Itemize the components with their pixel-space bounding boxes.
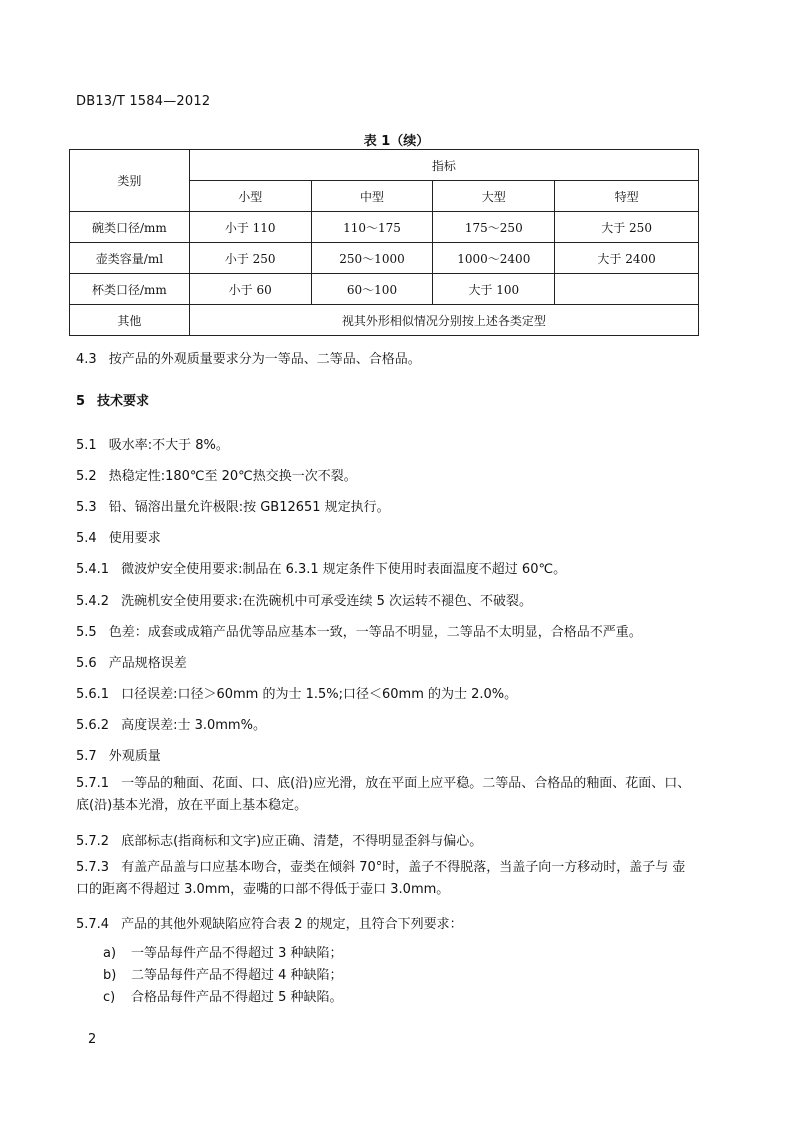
list-text: 合格品每件产品不得超过 5 种缺陷。 (131, 990, 343, 1005)
clause-5-7-3 (76, 857, 696, 901)
clause-text: 产品规格误差 (108, 656, 187, 671)
page-number: 2 (88, 1032, 97, 1047)
clause-5-4-2 (76, 590, 532, 609)
clause-text: 铅、镉溶出量允许极限:按 GB12651 规定执行。 (108, 500, 390, 515)
table-cell: 250～1000 (311, 243, 433, 274)
row-label: 杯类口径/mm (70, 274, 190, 305)
clause-number: 5.3 (76, 500, 97, 515)
header-category: 类别 (70, 150, 190, 212)
clause-text: 外观质量 (108, 749, 161, 764)
clause-5-4-1 (76, 558, 566, 577)
clause-text: 吸水率:不大于 8%。 (108, 438, 229, 453)
table-header-row (70, 150, 699, 181)
list-label: c) (103, 990, 116, 1005)
clause-number: 5.1 (76, 438, 97, 453)
row-label: 其他 (70, 305, 190, 336)
clause-text: 产品的其他外观缺陷应符合表 2 的规定，且符合下列要求： (121, 917, 463, 932)
clause-5-3 (76, 496, 390, 515)
clause-5-4 (76, 527, 161, 546)
clause-number: 4.3 (76, 352, 97, 367)
list-item (103, 942, 343, 961)
clause-number: 5.6.1 (76, 687, 110, 702)
list-text: 一等品每件产品不得超过 3 种缺陷； (131, 946, 343, 961)
doc-code-header: DB13/T 1584—2012 (76, 94, 211, 109)
table-cell: 60～100 (311, 274, 433, 305)
table-cell: 175～250 (433, 212, 555, 243)
clause-number: 5.7.1 (76, 776, 110, 791)
clause-number: 5.6.2 (76, 718, 110, 733)
clause-text: 洗碗机安全使用要求:在洗碗机中可承受连续 5 次运转不褪色、不破裂。 (121, 594, 532, 609)
clause-text: 使用要求 (108, 531, 161, 546)
table-row (70, 243, 699, 274)
table-row (70, 274, 699, 305)
table-cell: 1000～2400 (433, 243, 555, 274)
table-row (70, 305, 699, 336)
table-cell: 小于 110 (189, 212, 311, 243)
list-item (103, 964, 343, 983)
clause-number: 5.4.2 (76, 594, 110, 609)
table-cell: 大于 250 (555, 212, 699, 243)
table-cell: 大于 100 (433, 274, 555, 305)
clause-text: 微波炉安全使用要求:制品在 6.3.1 规定条件下使用时表面温度不超过 60℃。 (121, 562, 567, 577)
list-label: a) (103, 946, 117, 961)
clause-text: 一等品的釉面、花面、口、底(沿)应光滑，放在平面上应平稳。二等品、合格品的釉面、花面、口、底(沿)基本光滑，放在平面上基本稳定。 (76, 776, 691, 813)
clause-5-7-4 (76, 913, 463, 932)
table-cell: 视其外形相似情况分别按上述各类定型 (189, 305, 698, 336)
header-index: 指标 (189, 150, 698, 181)
list-text: 二等品每件产品不得超过 4 种缺陷； (131, 968, 343, 983)
table-cell: 小于 60 (189, 274, 311, 305)
subheader-medium: 中型 (311, 181, 433, 212)
clause-number: 5.4 (76, 531, 97, 546)
table-cell: 小于 250 (189, 243, 311, 274)
section-title: 技术要求 (97, 394, 150, 409)
section-heading-5 (76, 390, 149, 409)
clause-5-6-2 (76, 714, 266, 733)
clause-number: 5.7 (76, 749, 97, 764)
list-label: b) (103, 968, 117, 983)
clause-number: 5.7.4 (76, 917, 110, 932)
table-cell: 110～175 (311, 212, 433, 243)
classification-table (69, 149, 699, 336)
clause-5-6-1 (76, 683, 517, 702)
clause-text: 按产品的外观质量要求分为一等品、二等品、合格品。 (108, 352, 421, 367)
section-number: 5 (76, 394, 86, 409)
clause-5-6 (76, 652, 187, 671)
table-cell (555, 274, 699, 305)
clause-5-7-2 (76, 830, 482, 849)
table-row (70, 212, 699, 243)
clause-number: 5.2 (76, 469, 97, 484)
table-caption: 表 1（续） (363, 134, 430, 149)
table-cell: 大于 2400 (555, 243, 699, 274)
subheader-special: 特型 (555, 181, 699, 212)
clause-5-7 (76, 745, 161, 764)
clause-4-3 (76, 348, 421, 367)
clause-number: 5.7.2 (76, 834, 110, 849)
subheader-large: 大型 (433, 181, 555, 212)
clause-number: 5.7.3 (76, 860, 110, 875)
clause-number: 5.4.1 (76, 562, 110, 577)
clause-number: 5.6 (76, 656, 97, 671)
clause-text: 热稳定性:180℃至 20℃热交换一次不裂。 (108, 469, 357, 484)
clause-text: 有盖产品盖与口应基本吻合，壶类在倾斜 70°时，盖子不得脱落，当盖子向一方移动时，盖子与 壶口的距离不得超过 3.0mm，壶嘴的口部不得低于壶口 3.0mm。 (76, 860, 686, 897)
clause-5-5 (76, 621, 642, 640)
clause-text: 口径误差:口径＞60mm 的为士 1.5%;口径＜60mm 的为士 2.0%。 (121, 687, 518, 702)
clause-5-7-1 (76, 773, 696, 817)
clause-5-2 (76, 465, 357, 484)
clause-text: 底部标志(指商标和文字)应正确、清楚，不得明显歪斜与偏心。 (121, 834, 483, 849)
row-label: 碗类口径/mm (70, 212, 190, 243)
list-item (103, 986, 343, 1005)
clause-text: 色差：成套或成箱产品优等品应基本一致，一等品不明显，二等品不太明显，合格品不严重。 (108, 625, 642, 640)
clause-5-1 (76, 434, 229, 453)
row-label: 壶类容量/ml (70, 243, 190, 274)
clause-text: 高度误差:士 3.0mm%。 (121, 718, 266, 733)
subheader-small: 小型 (189, 181, 311, 212)
clause-number: 5.5 (76, 625, 97, 640)
